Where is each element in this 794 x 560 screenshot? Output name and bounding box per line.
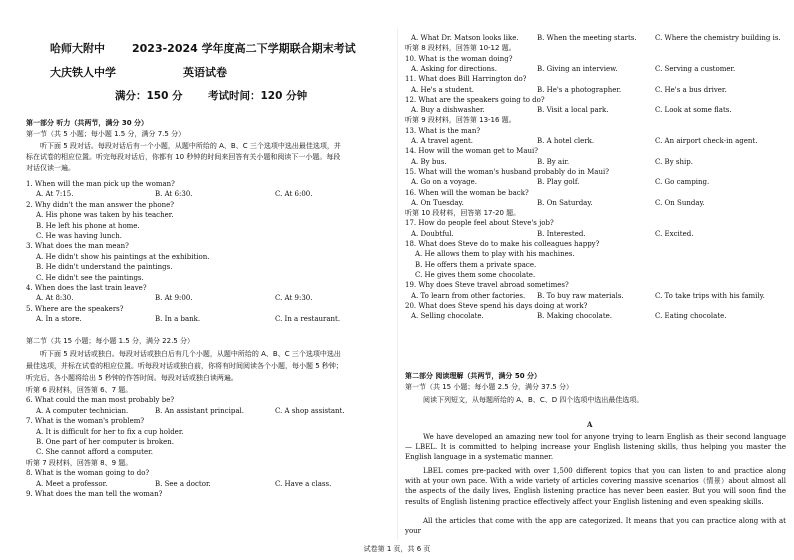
answer-option: A. At 7:15. [36, 190, 74, 199]
exam-title: 2023-2024 学年度高二下学期联合期末考试 [132, 42, 356, 55]
answer-option: C. In a restaurant. [275, 315, 341, 324]
question-stem: 19. Why does Steve travel abroad sometimes? [405, 281, 569, 290]
answer-option: C. Excited. [655, 229, 694, 238]
sec1-intro-line: 标在试卷的相应位置。听完每段对话后，你都有 10 秒钟的时间来回答有关小题和阅读下一小题。每段 [26, 153, 341, 161]
question-stem: 15. What will the woman's husband probably do in Maui? [405, 167, 609, 176]
material-label: 听第 8 段材料，回答第 10-12 题。 [405, 44, 516, 53]
answer-option: B. In a bank. [155, 315, 201, 324]
answer-option: B. On Saturday. [537, 198, 593, 207]
question-stem: 4. When does the last train leave? [26, 284, 147, 292]
page-footer: 试卷第 1 页，共 6 页 [363, 545, 431, 553]
part1-sec2-heading: 第二节（共 15 小题；每小题 1.5 分，满分 22.5 分） [26, 337, 194, 345]
exam-time: 考试时间：120 分钟 [208, 90, 308, 102]
answer-option: B. Visit a local park. [537, 106, 609, 115]
passage-paragraph-2: LBEL comes pre-packed with over 1,500 different topics that you can listen to and practice along with at your own pace. With a wide variety of articles covering massive scenarios（情景）about almost all the aspects of the daily lives, English listening practice has never been easier. But you will soon find the results of English listening practice effectively affect your English listening and even speaking skills. [405, 467, 786, 506]
sec2-intro-line: 听下面 5 段对话或独白。每段对话或独白后有几个小题，从题中所给的 A、B、C 三个选项中选出 [40, 350, 341, 358]
part2-sec1-heading: 第一节（共 15 小题；每小题 2.5 分，满分 37.5 分） [405, 383, 573, 391]
answer-option: B. To buy raw materials. [537, 291, 624, 300]
answer-option: B. Making chocolate. [537, 312, 613, 321]
answer-option: A. Go on a voyage. [411, 178, 478, 187]
question-stem: 5. Where are the speakers? [26, 304, 124, 313]
answer-option: A. By bus. [411, 157, 447, 166]
answer-option: A. On Tuesday. [411, 198, 464, 207]
answer-option: A. What Dr. Matson looks like. [411, 34, 519, 42]
question-stem: 3. What does the man mean? [26, 242, 129, 251]
answer-option: C. Have a class. [275, 479, 332, 488]
answer-option: B. By air. [537, 157, 570, 166]
answer-option: B. A hotel clerk. [537, 137, 595, 145]
answer-option: A. Doubtful. [411, 229, 454, 238]
passage-label: A [587, 420, 593, 429]
question-stem: 2. Why didn't the man answer the phone? [26, 200, 174, 209]
material-label: 听第 10 段材料，回答第 17-20 题。 [405, 209, 521, 218]
question-stem: 7. What is the woman's problem? [26, 417, 145, 426]
passage-paragraph-1: We have developed an amazing new tool for anyone trying to learn English as their second language — LBEL. It is committed to helping increase your English listening skills, thus helping you master the English language in a systematic manner. [405, 433, 786, 462]
answer-option: B. He's a photographer. [537, 85, 622, 94]
full-score: 满分：150 分 [115, 90, 183, 102]
part1-heading: 第一部分 听力（共两节，满分 30 分） [26, 119, 149, 127]
passage-paragraph-3: All the articles that come with the app are categorized. It means that you can practice along with at your [405, 517, 786, 536]
sec2-intro-line: 最佳选项，并标在试卷的相应位置。听每段对话或独白前，你将有时间阅读各个小题，每小题 5 秒钟； [26, 362, 343, 370]
question-stem: 13. What is the man? [405, 126, 481, 135]
answer-option: B. Play golf. [537, 178, 580, 187]
answer-option: B. He left his phone at home. [36, 221, 140, 230]
answer-option: A. Selling chocolate. [411, 312, 484, 321]
school-name-2: 大庆铁人中学 [50, 66, 116, 79]
subject-title: 英语试卷 [183, 66, 227, 79]
answer-option: A. At 8:30. [36, 294, 74, 303]
answer-option: B. Giving an interview. [537, 64, 618, 73]
answer-option: C. Serving a customer. [655, 64, 736, 73]
question-stem: 12. What are the speakers going to do? [405, 95, 545, 104]
answer-option: C. He was having lunch. [36, 232, 123, 240]
school-name-1: 哈师大附中 [50, 42, 105, 55]
question-stem: 9. What does the man tell the woman? [26, 490, 163, 498]
answer-option: A. Meet a professor. [36, 479, 108, 488]
answer-option: C. An airport check-in agent. [655, 137, 758, 145]
question-stem: 6. What could the man most probably be? [26, 396, 175, 405]
reading-intro: 阅读下列短文，从每题所给的 A、B、C、D 四个选项中选出最佳选项。 [423, 396, 644, 404]
answer-option: B. At 6:30. [155, 190, 193, 199]
sec1-intro-line: 对话仅读一遍。 [26, 164, 75, 172]
answer-option: C. Look at some flats. [655, 106, 732, 115]
answer-option: A. His phone was taken by his teacher. [36, 211, 174, 220]
question-stem: 18. What does Steve do to make his colleagues happy? [405, 240, 600, 248]
answer-option: A. It is difficult for her to fix a cup holder. [36, 427, 184, 436]
question-stem: 11. What does Bill Harrington do? [405, 75, 527, 84]
material-label: 听第 9 段材料，回答第 13-16 题。 [405, 116, 516, 125]
question-stem: 20. What does Steve spend his days doing at work? [405, 301, 588, 310]
answer-option: A. To learn from other factories. [411, 291, 526, 300]
material-label: 听第 7 段材料，回答第 8、9 题。 [26, 458, 133, 467]
answer-option: C. By ship. [655, 157, 693, 166]
answer-option: B. One part of her computer is broken. [36, 438, 175, 446]
answer-option: C. Go camping. [655, 178, 710, 187]
sec2-intro-line: 听完后，各小题将给出 5 秒钟的作答时间。每段对话或独白读两遍。 [26, 374, 238, 382]
answer-option: C. To take trips with his family. [655, 291, 765, 300]
answer-option: C. She cannot afford a computer. [36, 448, 153, 457]
question-stem: 8. What is the woman going to do? [26, 469, 150, 478]
answer-option: C. He's a bus driver. [655, 85, 727, 94]
answer-option: B. He offers them a private space. [415, 260, 537, 269]
question-stem: 10. What is the woman doing? [405, 54, 513, 63]
part2-heading: 第二部分 阅读理解（共两节，满分 50 分） [405, 372, 542, 380]
answer-option: C. He didn't see the paintings. [36, 273, 144, 282]
answer-option: B. At 9:00. [155, 294, 193, 303]
answer-option: C. Eating chocolate. [655, 312, 727, 321]
answer-option: C. At 9:30. [275, 294, 313, 303]
answer-option: A. Buy a dishwasher. [411, 106, 485, 115]
answer-option: C. A shop assistant. [275, 406, 345, 415]
answer-option: A. He allows them to play with his machines. [415, 250, 575, 259]
column-divider [397, 28, 398, 540]
part1-sec1-heading: 第一节（共 5 小题；每小题 1.5 分，满分 7.5 分） [26, 130, 186, 138]
answer-option: C. Where the chemistry building is. [655, 34, 781, 42]
answer-option: C. At 6:00. [275, 190, 313, 199]
answer-option: B. He didn't understand the paintings. [36, 263, 173, 272]
answer-option: A. He's a student. [411, 85, 474, 94]
answer-option: B. Interested. [537, 229, 586, 238]
sec1-intro-line: 听下面 5 段对话。每段对话后有一个小题，从题中所给的 A、B、C 三个选项中选出最佳选项，并 [40, 142, 341, 150]
answer-option: B. See a doctor. [155, 479, 211, 488]
answer-option: C. On Sunday. [655, 198, 705, 207]
answer-option: B. When the meeting starts. [537, 34, 637, 42]
material-label: 听第 6 段材料，回答第 6、7 题。 [26, 386, 133, 394]
answer-option: C. He gives them some chocolate. [415, 270, 536, 279]
answer-option: A. A computer technician. [36, 406, 129, 415]
question-stem: 17. How do people feel about Steve's job? [405, 219, 554, 228]
question-stem: 1. When will the man pick up the woman? [26, 180, 175, 188]
answer-option: A. He didn't show his paintings at the exhibition. [36, 252, 210, 261]
question-stem: 16. When will the woman be back? [405, 188, 529, 197]
answer-option: B. An assistant principal. [155, 406, 244, 415]
question-stem: 14. How will the woman get to Maui? [405, 147, 539, 156]
answer-option: A. Asking for directions. [411, 64, 497, 73]
answer-option: A. A travel agent. [411, 137, 474, 145]
answer-option: A. In a store. [36, 315, 82, 324]
